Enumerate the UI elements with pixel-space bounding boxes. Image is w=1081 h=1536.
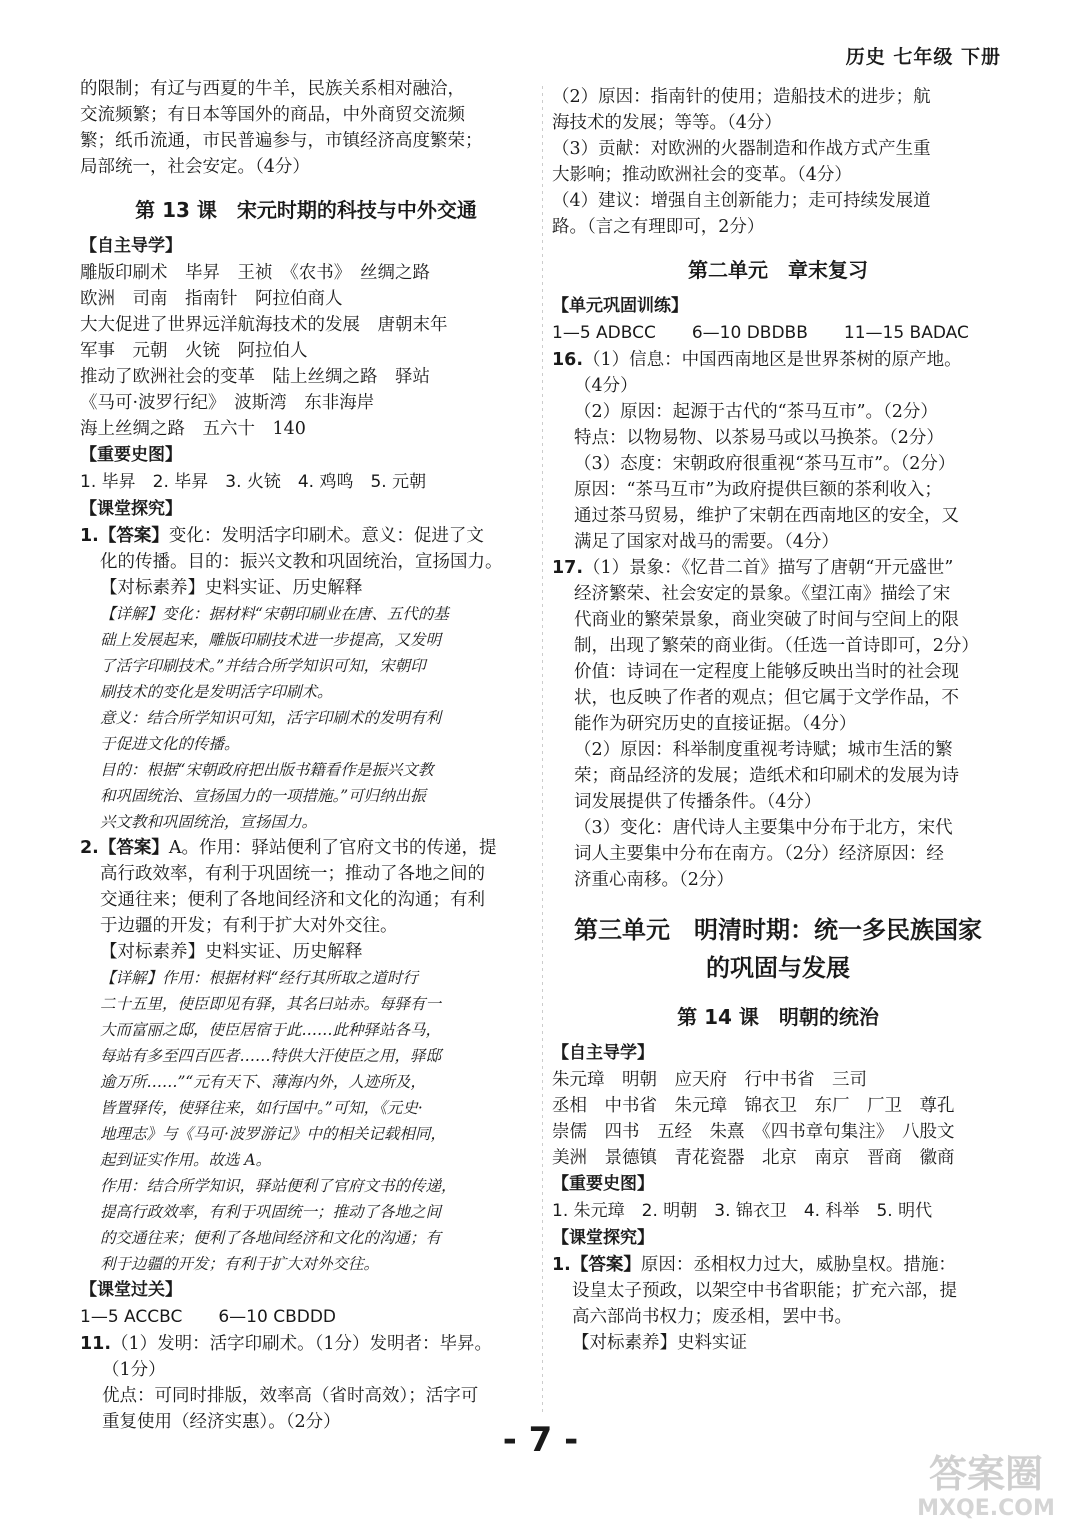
term-line: 崇儒 四书 五经 朱熹 《四书章句集注》 八股文 — [552, 1122, 955, 1142]
detail-line: 于促进文化的传播。 — [100, 735, 240, 753]
watermark-url: MXQE.COM — [917, 1496, 1055, 1521]
question-text: 价值：诗词在一定程度上能够反映出当时的社会现 — [574, 662, 959, 682]
answer-text: 交通往来；便利了各地间经济和文化的沟通；有利 — [100, 890, 485, 910]
answer-group: 11—15 BADAC — [843, 323, 969, 343]
question-number: 17. — [552, 558, 584, 578]
section-label-ketang: 【课堂探究】 — [80, 499, 182, 519]
answer-tag: 【答案】 — [98, 838, 169, 858]
answer-tag: 【答案】 — [98, 526, 169, 546]
text-line: （2）原因：指南针的使用；造船技术的进步；航 — [552, 87, 931, 107]
watermark-logo — [901, 1452, 1071, 1532]
section-label-guoguan: 【课堂过关】 — [80, 1280, 182, 1300]
section-label-gonggu: 【单元巩固训练】 — [552, 296, 688, 316]
text-line: 繁；纸币流通，市民普遍参与，市镇经济高度繁荣； — [80, 131, 483, 151]
detail-line: 二十五里，使臣即见有驿，其名曰站赤。每驿有一 — [100, 995, 442, 1013]
question-number: 11. — [80, 1334, 112, 1354]
detail-line: 地理志》与《马可·波罗游记》中的相关记载相同， — [100, 1125, 446, 1143]
question-text: 词发展提供了传播条件。（4分） — [574, 792, 822, 812]
answer-group: 6—10 CBDDD — [218, 1307, 336, 1327]
question-text: 词人主要集中分布在南方。（2分）经济原因：经 — [574, 844, 944, 864]
detail-line: 逾万所……”“元有天下、薄海内外，人迹所及， — [100, 1073, 426, 1091]
question-text: （3）变化：唐代诗人主要集中分布于北方，宋代 — [574, 818, 953, 838]
question-text: （1分） — [102, 1360, 166, 1380]
left-column — [80, 76, 532, 1435]
answer-text: 高六部尚书权力；废丞相，罢中书。 — [572, 1307, 852, 1327]
question-line — [552, 347, 1004, 373]
question-text: 代商业的繁荣景象，商业突破了时间与空间上的限 — [574, 610, 959, 630]
question-text: 经济繁荣、社会安定的景象。《望江南》描绘了宋 — [574, 584, 951, 604]
question-text: 制，出现了繁荣的商业街。（任选一首诗即可，2分） — [574, 636, 979, 656]
question-text: 特点：以物易物、以茶易马或以马换茶。（2分） — [574, 428, 944, 448]
term-line: 海上丝绸之路 五六十 140 — [80, 419, 306, 439]
question-1-ming — [552, 1252, 1004, 1356]
answer-group: 1—5 ACCBC — [80, 1307, 183, 1327]
top-continuation — [552, 84, 1004, 240]
intro-block — [80, 76, 532, 180]
section-label-zizhu: 【自主导学】 — [80, 236, 182, 256]
detail-line: 大而富丽之邸，使臣居宿于此……此种驿站各马， — [100, 1021, 442, 1039]
text-line: （4）建议：增强自主创新能力；走可持续发展道 — [552, 191, 931, 211]
section-label-ketang: 【课堂探究】 — [552, 1228, 654, 1248]
detail-line: 的交通往来；便利了各地间经济和文化的沟通；有 — [100, 1229, 442, 1247]
column-divider — [542, 86, 543, 1416]
question-text: （2）原因：起源于古代的“茶马互市”。（2分） — [574, 402, 938, 422]
question-text: （1）信息：中国西南地区是世界茶树的原产地。 — [583, 350, 962, 370]
detail-line: 和巩固统治、宣扬国力的一项措施。”可归纳出振 — [100, 787, 426, 805]
section-label-zhongyao: 【重要史图】 — [552, 1174, 654, 1194]
answer-line: 1. 毕昇 2. 毕昇 3. 火铳 4. 鸡鸣 5. 元朝 — [80, 472, 427, 492]
duibiao-line: 【对标素养】史料实证、历史解释 — [100, 578, 363, 598]
answer-line — [80, 1304, 532, 1331]
question-line — [80, 1331, 532, 1357]
question-text: （4分） — [574, 376, 638, 396]
answer-text: 高行政效率，有利于巩固统一；推动了各地之间的 — [100, 864, 485, 884]
duibiao-line: 【对标素养】史料实证 — [572, 1333, 747, 1353]
answer-line: 1. 朱元璋 2. 明朝 3. 锦衣卫 4. 科举 5. 明代 — [552, 1201, 933, 1221]
question-line — [552, 555, 1004, 581]
question-text: （1）景象：《忆昔二首》描写了唐朝“开元盛世” — [583, 558, 954, 578]
unit-3-title-line: 第三单元 明清时期：统一多民族国家 — [574, 916, 982, 944]
detail-line: 提高行政效率，有利于巩固统一；推动了各地之间 — [100, 1203, 442, 1221]
detail-line: 意义：结合所学知识可知，活字印刷术的发明有利 — [100, 709, 442, 727]
text-line: （3）贡献：对欧洲的火器制造和作战方式产生重 — [552, 139, 931, 159]
answer-first-line — [552, 1252, 1004, 1278]
question-number: 16. — [552, 350, 584, 370]
detail-line: 起到证实作用。故选 A。 — [100, 1151, 272, 1169]
unit-2-title: 第二单元 章末复习 — [688, 258, 868, 282]
answer-group: 1—5 ADBCC — [552, 323, 656, 343]
text-line: 大影响；推动欧洲社会的变革。（4分） — [552, 165, 852, 185]
answer-group: 6—10 DBDBB — [691, 323, 808, 343]
answer-text: 化的传播。目的：振兴文教和巩固统治，宣扬国力。 — [100, 552, 503, 572]
detail-line: 利于边疆的开发；有利于扩大对外交往。 — [100, 1255, 380, 1273]
detail-line: 了活字印刷技术。”并结合所学知识可知，宋朝印 — [100, 657, 426, 675]
answer-text: 原因：丞相权力过大，威胁皇权。措施： — [640, 1255, 956, 1275]
right-column — [552, 84, 1004, 1356]
detail-line: 础上发展起来，雕版印刷技术进一步提高，又发明 — [100, 631, 442, 649]
question-text: 济重心南移。（2分） — [574, 870, 734, 890]
watermark-text: 答案圈 — [928, 1452, 1043, 1496]
question-text: （2）原因：科举制度重视考诗赋；城市生活的繁 — [574, 740, 953, 760]
question-number: 2. — [80, 838, 99, 858]
term-line: 欧洲 司南 指南针 阿拉伯商人 — [80, 289, 343, 309]
term-line: 美洲 景德镇 青花瓷器 北京 南京 晋商 徽商 — [552, 1148, 955, 1168]
answer-tag: 【答案】 — [570, 1255, 641, 1275]
term-line: 朱元璋 明朝 应天府 行中书省 三司 — [552, 1070, 867, 1090]
text-line: 路。（言之有理即可，2分） — [552, 217, 765, 237]
question-text: 荣；商品经济的发展；造纸术和印刷术的发展为诗 — [574, 766, 959, 786]
term-line: 雕版印刷术 毕昇 王祯 《农书》 丝绸之路 — [80, 263, 430, 283]
text-line: 局部统一，社会安定。（4分） — [80, 157, 310, 177]
text-line: 交流频繁；有日本等国外的商品，中外商贸交流频 — [80, 105, 465, 125]
duibiao-line: 【对标素养】史料实证、历史解释 — [100, 942, 363, 962]
detail-line: 【详解】作用：根据材料“经行其所取之道时行 — [100, 969, 418, 987]
answer-text: A。作用：驿站便利了官府文书的传递，提 — [168, 838, 497, 858]
question-text: 通过茶马贸易，维护了宋朝在西南地区的安全，又 — [574, 506, 959, 526]
lesson-13-title: 第 13 课 宋元时期的科技与中外交通 — [135, 198, 477, 222]
term-line: 丞相 中书省 朱元璋 锦衣卫 东厂 厂卫 尊孔 — [552, 1096, 955, 1116]
page-number: - 7 - — [502, 1420, 579, 1460]
answer-first-line — [80, 523, 532, 549]
answer-text: 设皇太子预政，以架空中书省职能；扩充六部，提 — [572, 1281, 957, 1301]
page-header: 历史 七年级 下册 — [845, 46, 1001, 68]
detail-line: 目的：根据“宋朝政府把出版书籍看作是振兴文教 — [100, 761, 434, 779]
question-16 — [552, 347, 1004, 555]
section-label-zizhu: 【自主导学】 — [552, 1043, 654, 1063]
question-2 — [80, 835, 532, 1277]
detail-line: 皆置驿传，使驿往来，如行国中。”可知，《元史· — [100, 1099, 423, 1117]
question-text: （3）态度：宋朝政府很重视“茶马互市”。（2分） — [574, 454, 956, 474]
unit-3-title-line: 的巩固与发展 — [706, 954, 850, 982]
detail-line: 兴文教和巩固统治，宣扬国力。 — [100, 813, 318, 831]
answer-first-line — [80, 835, 532, 861]
detail-line: 作用：结合所学知识，驿站便利了官府文书的传递， — [100, 1177, 457, 1195]
question-number: 1. — [552, 1255, 571, 1275]
term-line: 《马可·波罗行纪》 波斯湾 东非海岸 — [80, 393, 375, 413]
section-label-zhongyao: 【重要史图】 — [80, 445, 182, 465]
question-text: 原因：“茶马互市”为政府提供巨额的茶利收入； — [574, 480, 942, 500]
question-number: 1. — [80, 526, 99, 546]
term-line: 军事 元朝 火铳 阿拉伯人 — [80, 341, 308, 361]
question-text: 重复使用（经济实惠）。（2分） — [102, 1412, 341, 1432]
term-line: 推动了欧洲社会的变革 陆上丝绸之路 驿站 — [80, 367, 430, 387]
text-line: 海技术的发展；等等。（4分） — [552, 113, 782, 133]
question-text: 满足了国家对战马的需要。（4分） — [574, 532, 839, 552]
text-line: 的限制；有辽与西夏的牛羊，民族关系相对融洽， — [80, 79, 465, 99]
unit-3-title — [552, 911, 1004, 987]
detail-line: 每站有多至四百匹者……特供大汗使臣之用，驿邸 — [100, 1047, 442, 1065]
term-line: 大大促进了世界远洋航海技术的发展 唐朝末年 — [80, 315, 448, 335]
question-text: （1）发明：活字印刷术。（1分）发明者：毕昇。 — [111, 1334, 493, 1354]
detail-line: 【详解】变化：据材料“宋朝印刷业在唐、五代的基 — [100, 605, 449, 623]
question-text: 状，也反映了作者的观点；但它属于文学作品，不 — [574, 688, 959, 708]
question-17 — [552, 555, 1004, 893]
question-1 — [80, 523, 532, 835]
answer-text: 变化：发明活字印刷术。意义：促进了文 — [168, 526, 484, 546]
detail-line: 刷技术的变化是发明活字印刷术。 — [100, 683, 333, 701]
question-text: 优点：可同时排版，效率高（省时高效）；活字可 — [102, 1386, 479, 1406]
answer-line — [552, 320, 1004, 347]
answer-text: 于边疆的开发；有利于扩大对外交往。 — [100, 916, 398, 936]
lesson-14-title: 第 14 课 明朝的统治 — [677, 1005, 879, 1029]
question-text: 能作为研究历史的直接证据。（4分） — [574, 714, 857, 734]
